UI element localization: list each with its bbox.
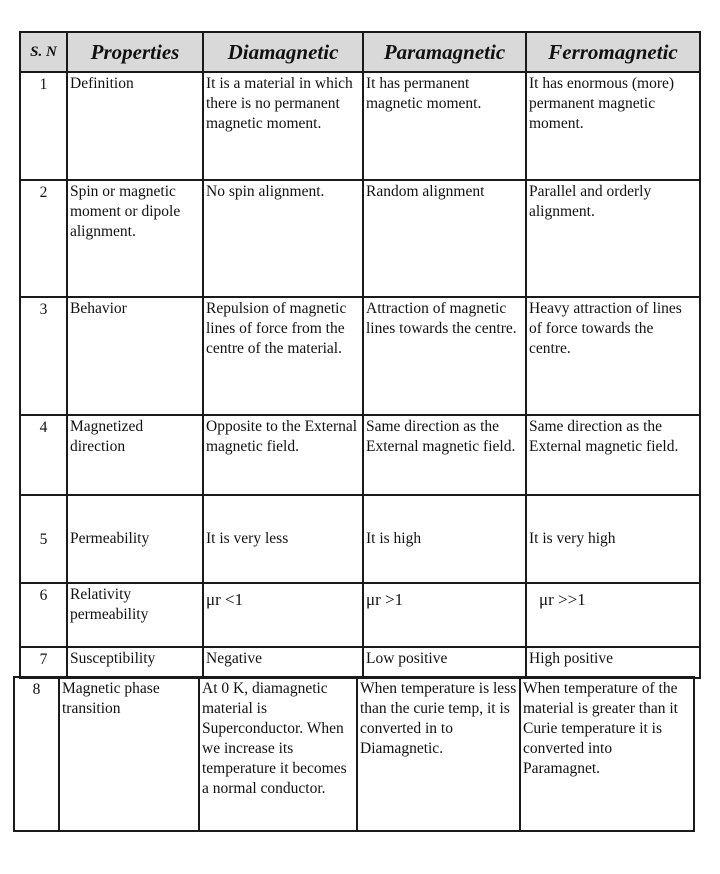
row-sn: 1 xyxy=(20,72,67,180)
table-row xyxy=(20,297,700,415)
comparison-table xyxy=(19,31,701,679)
header-sn: S. N xyxy=(20,32,67,72)
header-row xyxy=(20,32,700,72)
row-paramagnetic: Low positive xyxy=(363,647,526,678)
header-ferromagnetic: Ferromagnetic xyxy=(526,32,700,72)
row-paramagnetic: It has permanent magnetic moment. xyxy=(363,72,526,180)
row-paramagnetic: It is high xyxy=(363,495,526,583)
row-diamagnetic: Negative xyxy=(203,647,363,678)
row-paramagnetic: Random alignment xyxy=(363,180,526,297)
row-sn: 2 xyxy=(20,180,67,297)
row-ferromagnetic: It has enormous (more) permanent magnetic moment. xyxy=(526,72,700,180)
row-diamagnetic: At 0 K, diamagnetic material is Superconductor. When we increase its temperature it becomes a normal conductor. xyxy=(199,677,357,831)
row-paramagnetic: Same direction as the External magnetic field. xyxy=(363,415,526,495)
row-ferromagnetic: It is very high xyxy=(526,495,700,583)
row-sn: 3 xyxy=(20,297,67,415)
row-diamagnetic: Repulsion of magnetic lines of force from the centre of the material. xyxy=(203,297,363,415)
row-property: Behavior xyxy=(67,297,203,415)
header-diamagnetic: Diamagnetic xyxy=(203,32,363,72)
table-row xyxy=(14,677,694,831)
row-sn: 8 xyxy=(14,677,59,831)
row-paramagnetic: Attraction of magnetic lines towards the centre. xyxy=(363,297,526,415)
row-ferromagnetic: When temperature of the material is greater than it Curie temperature it is converted into Paramagnet. xyxy=(520,677,694,831)
row-ferromagnetic: Heavy attraction of lines of force towards the centre. xyxy=(526,297,700,415)
row-diamagnetic: It is very less xyxy=(203,495,363,583)
table-row xyxy=(20,180,700,297)
row-paramagnetic: μr >1 xyxy=(363,583,526,647)
row-ferromagnetic: Parallel and orderly alignment. xyxy=(526,180,700,297)
table-row xyxy=(20,415,700,495)
row-ferromagnetic: μr >>1 xyxy=(526,583,700,647)
header-paramagnetic: Paramagnetic xyxy=(363,32,526,72)
header-properties: Properties xyxy=(67,32,203,72)
table-row xyxy=(20,583,700,647)
row-diamagnetic: Opposite to the External magnetic field. xyxy=(203,415,363,495)
row-diamagnetic: μr <1 xyxy=(203,583,363,647)
comparison-table-continued xyxy=(13,676,695,832)
row-diamagnetic: It is a material in which there is no permanent magnetic moment. xyxy=(203,72,363,180)
row-ferromagnetic: Same direction as the External magnetic field. xyxy=(526,415,700,495)
row-sn: 7 xyxy=(20,647,67,678)
table-row xyxy=(20,72,700,180)
row-property: Spin or magnetic moment or dipole alignment. xyxy=(67,180,203,297)
row-sn: 5 xyxy=(20,495,67,583)
row-diamagnetic: No spin alignment. xyxy=(203,180,363,297)
row-property: Definition xyxy=(67,72,203,180)
row-sn: 4 xyxy=(20,415,67,495)
row-property: Relativity permeability xyxy=(67,583,203,647)
row-property: Magnetic phase transition xyxy=(59,677,199,831)
row-paramagnetic: When temperature is less than the curie temp, it is converted in to Diamagnetic. xyxy=(357,677,520,831)
table-row xyxy=(20,647,700,678)
row-ferromagnetic: High positive xyxy=(526,647,700,678)
table-row xyxy=(20,495,700,583)
row-property: Susceptibility xyxy=(67,647,203,678)
row-sn: 6 xyxy=(20,583,67,647)
row-property: Magnetized direction xyxy=(67,415,203,495)
row-property: Permeability xyxy=(67,495,203,583)
